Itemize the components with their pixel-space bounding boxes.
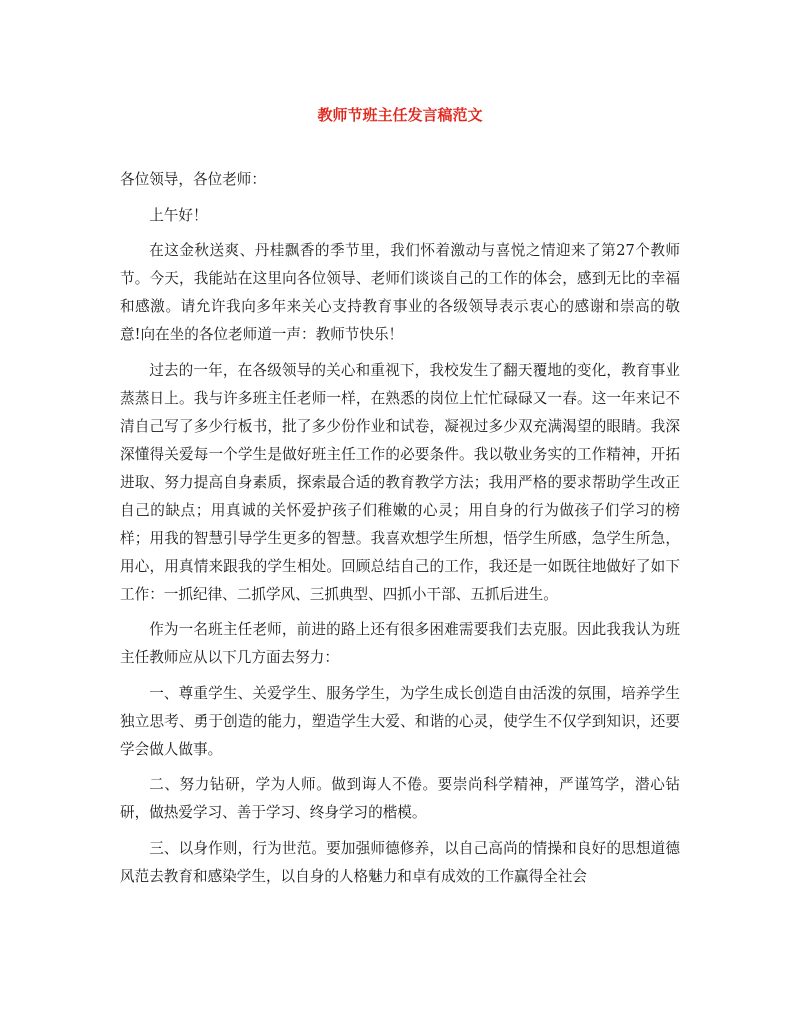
body-paragraph: 过去的一年，在各级领导的关心和重视下，我校发生了翻天覆地的变化，教育事业蒸蒸日上。我与许多班主任老师一样，在熟悉的岗位上忙忙碌碌又一春。这一年来记不清自己写了多少行板书，批了多少份作业和试卷，凝视过多少双充满渴望的眼睛。我深深懂得关爱每一个学生是做好班主任工作的必要条件。我以敬业务实的工作精神，开拓进取、努力提高自身素质，探索最合适的教育教学方法；我用严格的要求帮助学生改正自己的缺点；用真诚的关怀爱护孩子们稚嫩的心灵；用自身的行为做孩子们学习的榜样；用我的智慧引导学生更多的智慧。我喜欢想学生所想，悟学生所感，急学生所急，用心，用真情来跟我的学生相处。回顾总结自己的工作，我还是一如既往地做好了如下工作：一抓纪律、二抓学风、三抓典型、四抓小干部、五抓后进生。 xyxy=(120,361,680,603)
body-paragraph: 一、尊重学生、关爱学生、服务学生，为学生成长创造自由活泼的氛围，培养学生独立思考、勇于创造的能力，塑造学生大爱、和谐的心灵，使学生不仅学到知识，还要学会做人做事。 xyxy=(120,684,680,758)
body-paragraph: 二、努力钻研，学为人师。做到诲人不倦。要崇尚科学精神，严谨笃学，潜心钻研，做热爱学习、善于学习、终身学习的楷模。 xyxy=(120,776,680,821)
body-paragraph: 作为一名班主任老师，前进的路上还有很多困难需要我们去克服。因此我我认为班主任教师应从以下几方面去努力： xyxy=(120,621,680,666)
document-body xyxy=(120,166,680,898)
salutation-paragraph: 各位领导，各位老师： xyxy=(120,171,266,188)
body-paragraph: 在这金秋送爽、丹桂飘香的季节里，我们怀着激动与喜悦之情迎来了第27个教师节。今天，我能站在这里向各位领导、老师们谈谈自己的工作的体会，感到无比的幸福和感激。请允许我向多年来关心支持教育事业的各级领导表示衷心的感谢和崇高的敬意!向在坐的各位老师道一声：教师节快乐！ xyxy=(120,242,680,343)
document-title: 教师节班主任发言稿范文 xyxy=(317,106,483,124)
body-paragraph: 三、以身作则，行为世范。要加强师德修养，以自己高尚的情操和良好的思想道德风范去教育和感染学生，以自身的人格魅力和卓有成效的工作赢得全社会 xyxy=(120,839,680,885)
greeting-paragraph: 上午好！ xyxy=(149,206,208,224)
